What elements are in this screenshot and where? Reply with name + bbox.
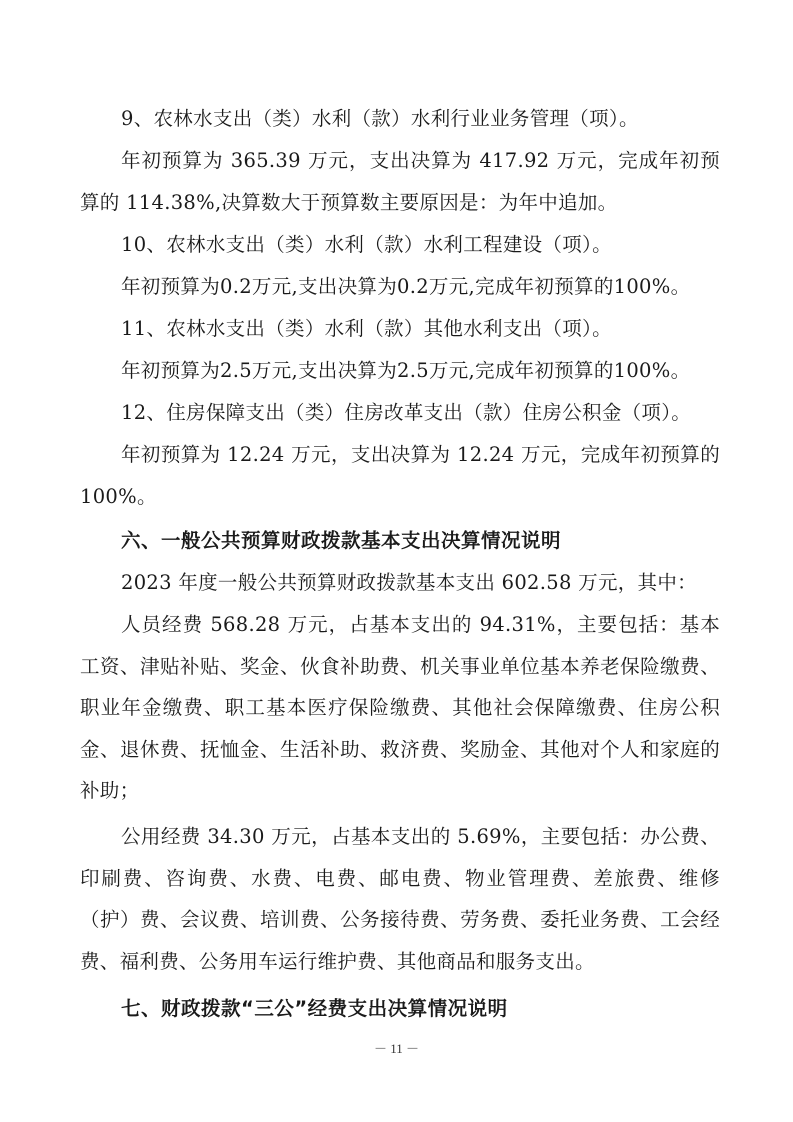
item-10-title: 10、农林水支出（类）水利（款）水利工程建设（项）。 <box>121 233 612 256</box>
item-12-detail: 年初预算为 12.24 万元，支出决算为 12.24 万元，完成年初预算的 100%。 <box>80 443 720 508</box>
item-11-detail: 年初预算为2.5万元,支出决算为2.5万元,完成年初预算的100%。 <box>121 359 691 382</box>
page-number: － 11 － <box>373 1041 420 1056</box>
section-6-intro: 2023 年度一般公共预算财政拨款基本支出 602.58 万元，其中： <box>121 571 697 594</box>
item-9-title: 9、农林水支出（类）水利（款）水利行业业务管理（项）。 <box>121 107 639 130</box>
section-6-public-funds: 公用经费 34.30 万元，占基本支出的 5.69%，主要包括：办公费、印刷费、咨询费、水费、电费、邮电费、物业管理费、差旅费、维修（护）费、会议费、培训费、公务接待费、劳务费、委托业务费、工会经费、福利费、公务用车运行维护费、其他商品和服务支出。 <box>80 825 720 973</box>
item-12-title: 12、住房保障支出（类）住房改革支出（款）住房公积金（项）。 <box>121 401 692 424</box>
item-10-detail: 年初预算为0.2万元,支出决算为0.2万元,完成年初预算的100%。 <box>121 275 691 298</box>
section-6-personnel-funds: 人员经费 568.28 万元，占基本支出的 94.31%，主要包括：基本工资、津贴补贴、奖金、伙食补助费、机关事业单位基本养老保险缴费、职业年金缴费、职工基本医疗保险缴费、其他社会保障缴费、住房公积金、退休费、抚恤金、生活补助、救济费、奖励金、其他对个人和家庭的补助； <box>80 613 720 802</box>
section-7-heading: 七、财政拨款“三公”经费支出决算情况说明 <box>121 997 508 1020</box>
section-6-heading: 六、一般公共预算财政拨款基本支出决算情况说明 <box>121 529 562 552</box>
item-11-title: 11、农林水支出（类）水利（款）其他水利支出（项）。 <box>121 317 612 340</box>
item-9-detail: 年初预算为 365.39 万元，支出决算为 417.92 万元，完成年初预算的 114.38%,决算数大于预算数主要原因是：为年中追加。 <box>80 149 720 214</box>
